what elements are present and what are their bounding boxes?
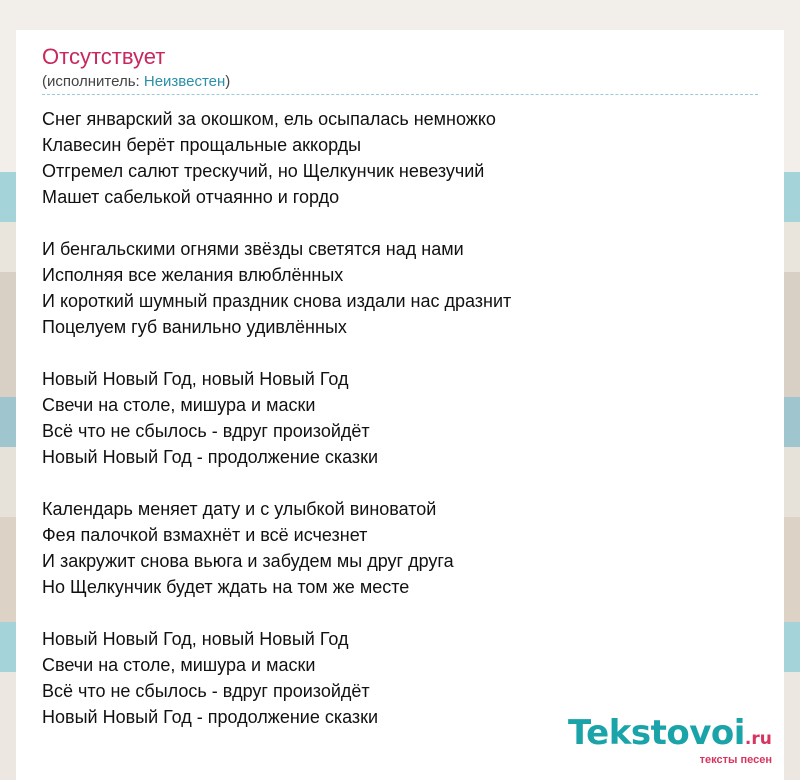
lyric-line: И короткий шумный праздник снова издали нас дразнит <box>42 291 512 311</box>
stanza-5 <box>42 626 511 730</box>
lyric-line: Машет сабелькой отчаянно и гордо <box>42 187 340 207</box>
artist-suffix: ) <box>225 73 231 90</box>
lyric-line: Всё что не сбылось - вдруг произойдёт <box>42 421 370 441</box>
lyrics-card <box>16 30 784 780</box>
lyric-line: Отгремел салют трескучий, но Щелкунчик невезучий <box>42 161 485 181</box>
lyric-line: Новый Новый Год, новый Новый Год <box>42 629 349 649</box>
lyric-line: Новый Новый Год, новый Новый Год <box>42 369 349 389</box>
header-divider <box>42 94 758 95</box>
lyric-line: Но Щелкунчик будет ждать на том же месте <box>42 577 410 597</box>
stanza-1 <box>42 106 511 210</box>
lyric-line: Новый Новый Год - продолжение сказки <box>42 447 379 467</box>
logo-tagline: тексты песен <box>699 754 772 766</box>
logo-main-text: Tekstovoi <box>568 713 745 753</box>
site-logo[interactable] <box>568 714 778 770</box>
lyric-line: Календарь меняет дату и с улыбкой виноватой <box>42 499 437 519</box>
lyric-line: И бенгальскими огнями звёзды светятся над нами <box>42 239 464 259</box>
lyric-line: Новый Новый Год - продолжение сказки <box>42 707 379 727</box>
artist-link[interactable]: Неизвестен <box>143 73 226 90</box>
stanza-2 <box>42 236 511 340</box>
song-title: Отсутствует <box>42 44 166 69</box>
lyric-line: Свечи на столе, мишура и маски <box>42 395 316 415</box>
lyric-line: Исполняя все желания влюблённых <box>42 265 344 285</box>
lyric-line: Фея палочкой взмахнёт и всё исчезнет <box>42 525 368 545</box>
lyrics-body <box>42 106 511 756</box>
logo-tld: .ru <box>744 729 772 749</box>
logo-wordmark <box>568 714 778 758</box>
lyric-line: Свечи на столе, мишура и маски <box>42 655 316 675</box>
lyric-line: Снег январский за окошком, ель осыпалась немножко <box>42 109 496 129</box>
lyric-line: Поцелуем губ ванильно удивлённых <box>42 317 347 337</box>
lyric-line: Всё что не сбылось - вдруг произойдёт <box>42 681 370 701</box>
lyric-line: И закружит снова вьюга и забудем мы друг друга <box>42 551 454 571</box>
artist-prefix: (исполнитель: <box>42 73 144 90</box>
stanza-3 <box>42 366 511 470</box>
lyric-line: Клавесин берёт прощальные аккорды <box>42 135 362 155</box>
artist-line <box>42 72 230 92</box>
stanza-4 <box>42 496 511 600</box>
